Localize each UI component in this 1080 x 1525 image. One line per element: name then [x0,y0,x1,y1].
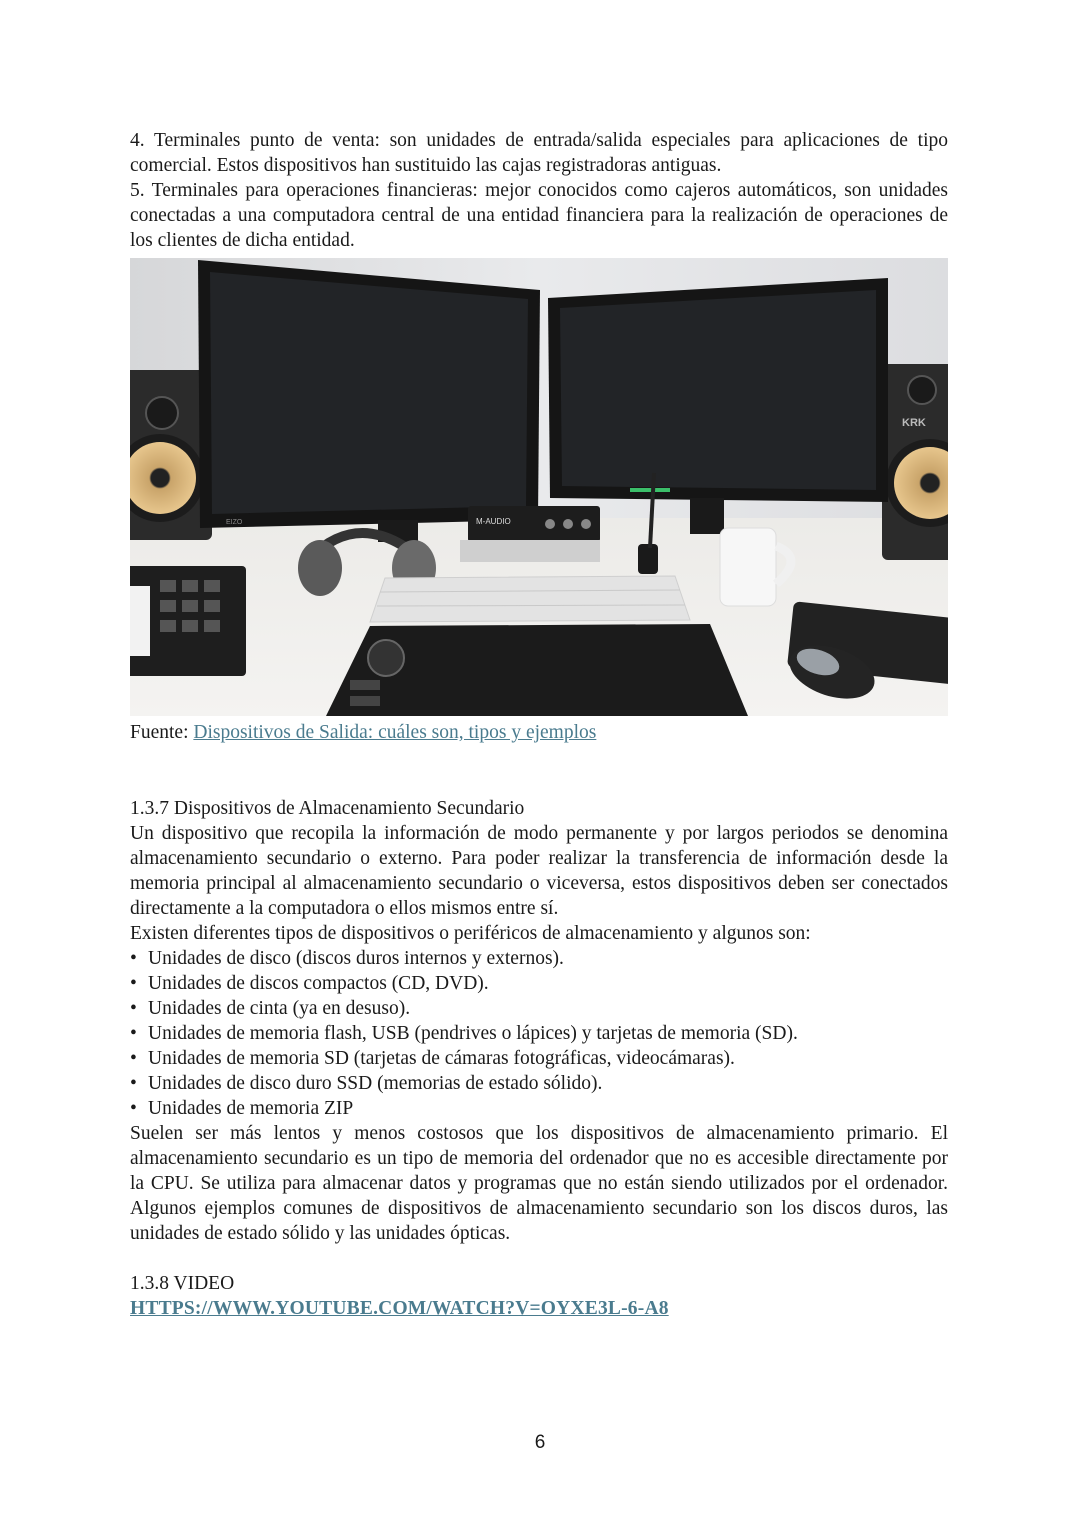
bullet-icon: • [130,1023,137,1044]
list-item: • Unidades de memoria SD (tarjetas de cámaras fotográficas, videocámaras). [130,1048,735,1069]
list-item: • Unidades de memoria ZIP [130,1098,354,1119]
speaker-brand-label: KRK [902,417,926,429]
bullet-icon: • [130,1048,137,1069]
audio-interface-brand: M-AUDIO [476,517,511,526]
list-item: • Unidades de memoria flash, USB (pendrives o lápices) y tarjetas de memoria (SD). [130,1023,798,1044]
list-item: • Unidades de discos compactos (CD, DVD). [130,973,489,994]
page-number: 6 [534,1432,546,1453]
storage-types-list [130,946,948,1121]
bullet-icon: • [130,1073,137,1094]
monitor-brand-label: EIZO [226,519,243,526]
keyboard [370,576,690,622]
source-link[interactable]: Dispositivos de Salida: cuáles son, tipos y ejemplos [193,722,597,743]
left-monitor [198,260,540,542]
spacer [130,745,948,796]
source-label: Fuente: [130,722,194,743]
section-heading-video: 1.3.8 VIDEO [130,1273,235,1294]
list-item: • Unidades de disco (discos duros internos y externos). [130,948,564,969]
bullet-icon: • [130,973,137,994]
section-heading-storage: 1.3.7 Dispositivos de Almacenamiento Secundario [130,798,525,819]
audio-interface [460,506,600,562]
paragraph-storage-summary: Suelen ser más lentos y menos costosos que los dispositivos de almacenamiento primario. El almacenamiento secundario es un tipo de memoria del ordenador que no es accesible directamente por la CPU. Se utiliza para almacenar datos y programas que no están siendo utilizados por el ordenador. Algunos ejemplos comunes de dispositivos de almacenamiento secundario son los discos duros, las unidades de estado sólido y las unidades ópticas. [130,1123,948,1244]
list-item: • Unidades de disco duro SSD (memorias de estado sólido). [130,1073,603,1094]
list-item: • Unidades de cinta (ya en desuso). [130,998,411,1019]
spacer [130,1246,948,1271]
right-monitor [548,278,888,534]
figure-source [130,720,948,745]
paragraph-storage-definition: Un dispositivo que recopila la información de modo permanente y por largos periodos se denomina almacenamiento secundario o externo. Para poder realizar la transferencia de información desde la memoria principal al almacenamiento secundario o viceversa, estos dispositivos deben ser conectados directamente a la computadora o ellos mismos entre sí. [130,823,948,919]
bullet-icon: • [130,1098,137,1119]
bullet-icon: • [130,998,137,1019]
paragraph-storage-types-intro: Existen diferentes tipos de dispositivos o periféricos de almacenamiento y algunos son: [130,923,811,944]
page-content [130,128,948,1321]
youtube-video-link[interactable]: HTTPS://WWW.YOUTUBE.COM/WATCH?V=OYXE3L-6-A8 [130,1298,669,1319]
desk-monitors-photo [130,258,948,716]
drawing-tablet [326,624,748,716]
midi-controller [130,566,246,676]
bullet-icon: • [130,948,137,969]
right-speaker [882,364,948,560]
paragraph-financial-terminals: 5. Terminales para operaciones financieras: mejor conocidos como cajeros automáticos, son unidades conectadas a una computadora central de una entidad financiera para la realización de operaciones de los clientes de dicha entidad. [130,180,948,251]
paragraph-pos-terminals: 4. Terminales punto de venta: son unidades de entrada/salida especiales para aplicaciones de tipo comercial. Estos dispositivos han sustituido las cajas registradoras antiguas. [130,130,948,176]
